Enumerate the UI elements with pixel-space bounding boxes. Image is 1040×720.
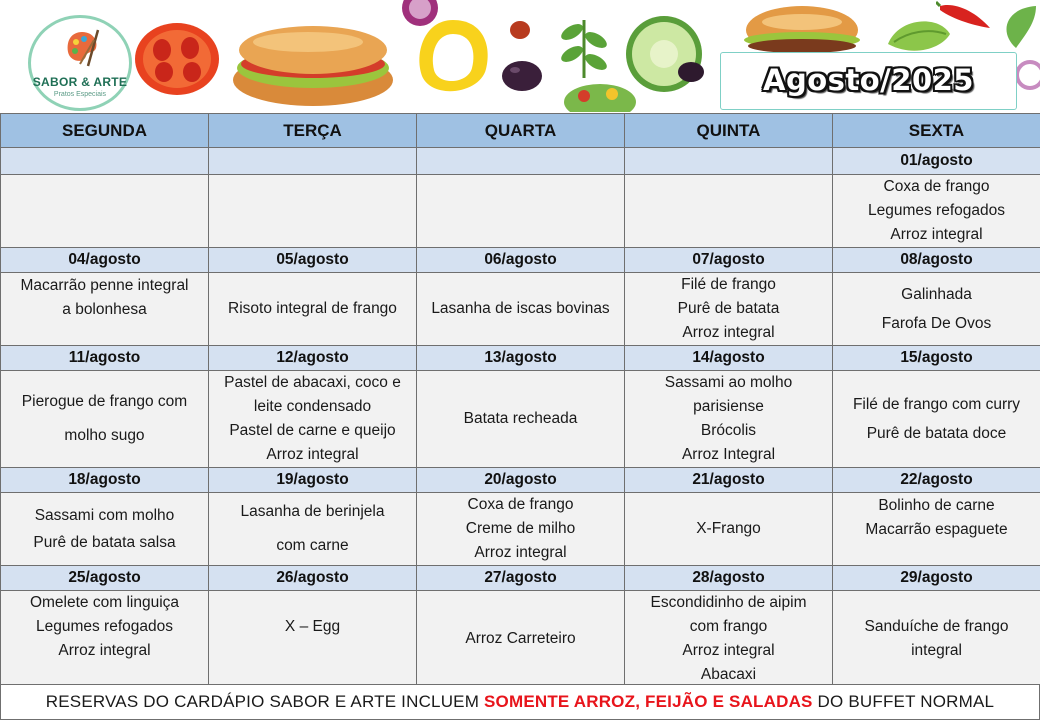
meal-item: Escondidinho de aipim	[650, 594, 807, 611]
meal-item: Bolinho de carne	[878, 497, 995, 514]
meal-cell	[1, 591, 209, 688]
meal-row	[1, 371, 1040, 468]
meal-cell	[833, 273, 1040, 346]
meal-cell	[625, 591, 833, 688]
meal-item: Pastel de abacaxi, coco e	[224, 374, 401, 391]
date-cell	[625, 148, 833, 175]
green-leaf-icon	[996, 2, 1040, 52]
meal-cell	[625, 371, 833, 468]
meal-cell	[209, 493, 417, 566]
meal-item: Macarrão espaguete	[865, 521, 1008, 538]
weekday-header: QUINTA	[625, 114, 833, 148]
meal-cell	[209, 371, 417, 468]
date-cell: 14/agosto	[625, 346, 833, 371]
date-cell: 04/agosto	[1, 248, 209, 273]
meal-cell	[417, 371, 625, 468]
date-cell: 28/agosto	[625, 566, 833, 591]
bean-icon	[508, 18, 532, 42]
brand-name: SABOR & ARTE	[32, 75, 128, 89]
palette-icon	[64, 28, 100, 68]
meal-row	[1, 175, 1040, 248]
meal-item: Sassami com molho	[34, 507, 175, 524]
meal-item: Omelete com linguiça	[29, 594, 180, 611]
meal-cell-empty	[625, 175, 833, 248]
meal-cell	[1, 493, 209, 566]
meal-item: integral	[911, 642, 962, 659]
meal-item: com carne	[276, 537, 349, 554]
meal-item: Pierogue de frango com	[21, 393, 188, 410]
meal-cell	[209, 591, 417, 688]
meal-item: Filé de frango com curry	[852, 396, 1021, 413]
meal-item: Filé de frango	[681, 276, 776, 293]
yellow-pepper-ring-icon	[412, 14, 494, 104]
weekday-header: SEXTA	[833, 114, 1040, 148]
brand-tagline: Pratos Especiais	[53, 91, 107, 98]
weekday-header-row	[1, 114, 1040, 148]
header-banner	[0, 0, 1040, 112]
weekday-header: TERÇA	[209, 114, 417, 148]
meal-cell-empty	[209, 175, 417, 248]
meal-item: Pastel de carne e queijo	[229, 422, 396, 439]
small-olive-icon	[676, 60, 706, 84]
month-title-box	[720, 52, 1017, 110]
meal-item: Batata recheada	[463, 410, 578, 427]
salad-bowl-icon	[560, 80, 640, 112]
date-cell: 20/agosto	[417, 468, 625, 493]
date-cell: 26/agosto	[209, 566, 417, 591]
brand-logo	[28, 15, 132, 111]
meal-item: Arroz Integral	[681, 446, 776, 463]
date-cell: 11/agosto	[1, 346, 209, 371]
date-cell: 06/agosto	[417, 248, 625, 273]
date-cell: 27/agosto	[417, 566, 625, 591]
meal-item: molho sugo	[64, 427, 145, 444]
meal-item: Macarrão penne integral	[20, 277, 189, 294]
date-row	[1, 248, 1040, 273]
red-chili-pepper-icon	[936, 0, 996, 34]
date-cell	[417, 148, 625, 175]
meal-cell	[209, 273, 417, 346]
meal-item: Coxa de frango	[883, 178, 990, 195]
meal-item: a bolonhesa	[62, 301, 147, 318]
meal-item: Legumes refogados	[867, 202, 1005, 219]
meal-item: Arroz integral	[474, 544, 567, 561]
meal-row	[1, 591, 1040, 688]
meal-cell	[833, 591, 1040, 688]
meal-item: Purê de batata salsa	[33, 534, 176, 551]
meal-item: Galinhada	[901, 286, 972, 303]
date-row	[1, 148, 1040, 175]
date-cell: 05/agosto	[209, 248, 417, 273]
meal-cell	[1, 273, 209, 346]
date-cell	[1, 148, 209, 175]
meal-item: Arroz integral	[266, 446, 359, 463]
hotdog-sandwich-icon	[228, 18, 398, 112]
date-cell: 19/agosto	[209, 468, 417, 493]
weekday-header: SEGUNDA	[1, 114, 209, 148]
meal-cell	[833, 175, 1040, 248]
date-cell: 01/agosto	[833, 148, 1040, 175]
meal-item: leite condensado	[253, 398, 372, 415]
date-row	[1, 346, 1040, 371]
meal-item: Arroz integral	[682, 642, 775, 659]
meal-cell	[833, 493, 1040, 566]
meal-item: X – Egg	[284, 618, 341, 635]
meal-cell-empty	[1, 175, 209, 248]
meal-item: Brócolis	[700, 422, 757, 439]
meal-cell	[833, 371, 1040, 468]
footer-text-before: RESERVAS DO CARDÁPIO SABOR E ARTE INCLUEM	[45, 692, 484, 711]
meal-cell	[417, 591, 625, 688]
olive-icon	[500, 58, 544, 94]
date-cell: 29/agosto	[833, 566, 1040, 591]
meal-item: Farofa De Ovos	[881, 315, 992, 332]
meal-cell	[417, 273, 625, 346]
date-cell: 22/agosto	[833, 468, 1040, 493]
meal-item: Lasanha de berinjela	[240, 503, 385, 520]
burger-icon	[742, 4, 862, 56]
meal-item: Sanduíche de frango	[864, 618, 1009, 635]
date-cell: 21/agosto	[625, 468, 833, 493]
meal-cell	[1, 371, 209, 468]
meal-item: X-Frango	[696, 520, 761, 537]
meal-cell-empty	[417, 175, 625, 248]
meal-item: Creme de milho	[465, 520, 576, 537]
meal-item: Abacaxi	[700, 666, 757, 683]
date-cell: 25/agosto	[1, 566, 209, 591]
weekday-header: QUARTA	[417, 114, 625, 148]
month-title: Agosto/2025	[763, 63, 974, 97]
date-cell	[209, 148, 417, 175]
meal-row	[1, 493, 1040, 566]
footer-note	[0, 684, 1040, 720]
date-cell: 13/agosto	[417, 346, 625, 371]
meal-item: Risoto integral de frango	[228, 300, 397, 317]
meal-item: Coxa de frango	[467, 496, 574, 513]
meal-item: Sassami ao molho	[664, 374, 793, 391]
meal-item: com frango	[689, 618, 768, 635]
weekly-menu-table	[0, 113, 1040, 688]
date-row	[1, 468, 1040, 493]
meal-cell	[417, 493, 625, 566]
date-cell: 18/agosto	[1, 468, 209, 493]
meal-cell	[625, 273, 833, 346]
date-row	[1, 566, 1040, 591]
date-cell: 15/agosto	[833, 346, 1040, 371]
date-cell: 12/agosto	[209, 346, 417, 371]
footer-highlight: SOMENTE ARROZ, FEIJÃO E SALADAS	[484, 692, 813, 711]
date-cell: 07/agosto	[625, 248, 833, 273]
meal-cell	[625, 493, 833, 566]
meal-item: Arroz Carreteiro	[465, 630, 576, 647]
meal-item: Lasanha de iscas bovinas	[431, 300, 610, 317]
footer-text-after: DO BUFFET NORMAL	[812, 692, 995, 711]
meal-item: Arroz integral	[682, 324, 775, 341]
meal-item: parisiense	[693, 398, 764, 415]
meal-item: Arroz integral	[890, 226, 983, 243]
meal-item: Purê de batata	[677, 300, 780, 317]
meal-row	[1, 273, 1040, 346]
meal-item: Arroz integral	[58, 642, 151, 659]
herb-leaves-icon	[552, 10, 616, 80]
meal-item: Legumes refogados	[35, 618, 173, 635]
date-cell: 08/agosto	[833, 248, 1040, 273]
tomato-slice-icon	[132, 20, 222, 98]
meal-item: Purê de batata doce	[866, 425, 1007, 442]
